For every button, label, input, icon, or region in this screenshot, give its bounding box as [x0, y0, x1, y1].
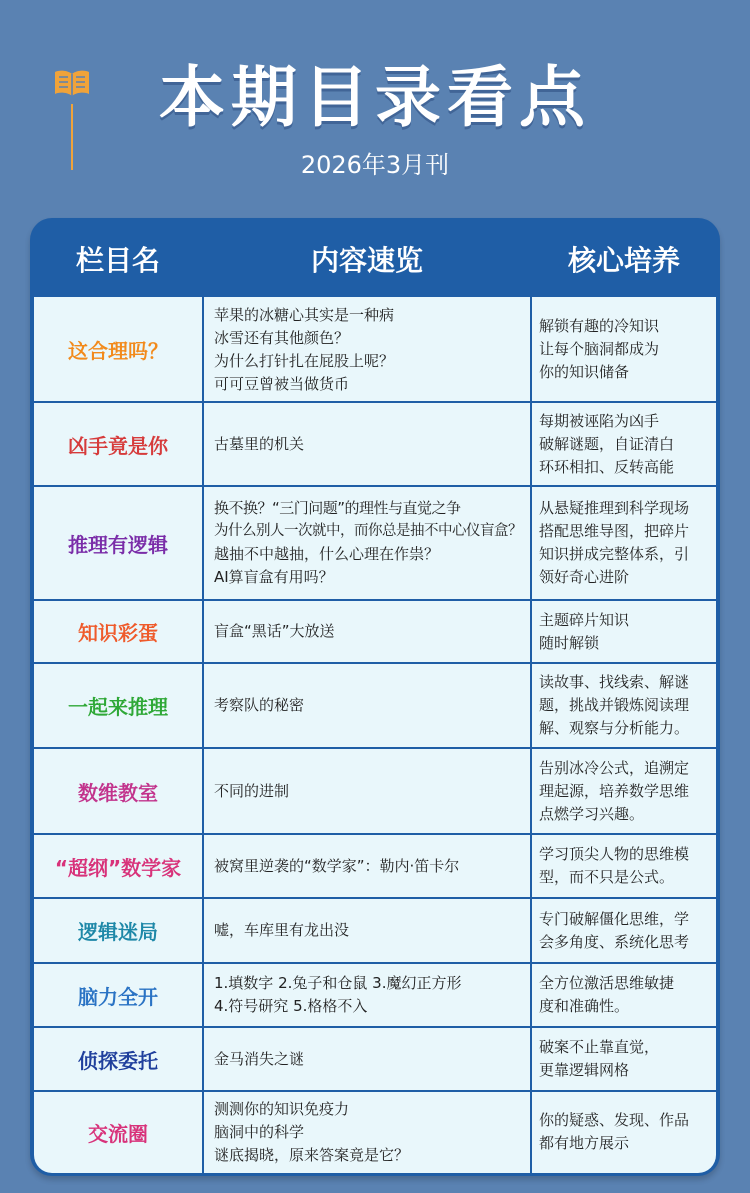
- core-line: 让每个脑洞都成为: [539, 340, 660, 358]
- table-row: [34, 898, 716, 963]
- content-line: AI算盲盒有用吗？: [214, 568, 334, 586]
- table-row: [34, 748, 716, 834]
- core-line: 搭配思维导图，把碎片: [539, 522, 690, 540]
- core-skill: [539, 1091, 711, 1173]
- row-divider: [34, 1090, 716, 1092]
- section-name: 逻辑迷局: [78, 920, 158, 944]
- core-line: 解、观察与分析能力。: [539, 719, 690, 737]
- content-line: 不同的进制: [214, 781, 290, 800]
- content-line: 考察队的秘密: [214, 696, 305, 714]
- core-line: 型，而不只是公式。: [539, 868, 675, 886]
- core-line: 环环相扣、反转高能: [539, 457, 675, 476]
- section-name: 交流圈: [88, 1121, 148, 1146]
- core-line: 破案不止靠直觉，: [539, 1038, 660, 1056]
- column-divider: [202, 226, 204, 1176]
- row-divider: [34, 401, 716, 403]
- core-line: 主题碎片知识: [539, 610, 630, 629]
- content-line: 换不换？“三门问题”的理性与直觉之争: [214, 499, 461, 517]
- section-name: 一起来推理: [68, 695, 168, 719]
- column-divider: [530, 226, 532, 1176]
- section-name: 凶手竟是你: [68, 433, 168, 458]
- row-divider: [34, 747, 716, 749]
- core-line: 度和准确性。: [539, 997, 630, 1015]
- content-line: 测测你的知识免疫力: [214, 1099, 350, 1118]
- core-skill: [539, 898, 711, 963]
- content-line: 被窝里逆袭的“数学家”：勒内·笛卡尔: [214, 856, 460, 875]
- section-name: 脑力全开: [78, 984, 158, 1009]
- table-row: [34, 963, 716, 1027]
- content-line: 古墓里的机关: [214, 434, 305, 453]
- content-summary: [214, 1027, 530, 1091]
- table-row: [34, 600, 716, 663]
- content-summary: [214, 600, 530, 663]
- core-line: 解锁有趣的冷知识: [539, 317, 660, 335]
- section-name: 推理有逻辑: [68, 532, 168, 557]
- section-name: 知识彩蛋: [78, 621, 158, 645]
- content-summary: [214, 898, 530, 963]
- core-line: 更靠逻辑网格: [539, 1061, 630, 1079]
- core-line: 你的疑惑、发现、作品: [539, 1111, 690, 1129]
- table-row: [34, 663, 716, 748]
- content-line: 4.符号研究 5.格格不入: [214, 997, 368, 1015]
- core-skill: [539, 663, 711, 748]
- content-summary: [214, 663, 530, 748]
- core-line: 从悬疑推理到科学现场: [539, 499, 690, 517]
- core-line: 全方位激活思维敏捷: [539, 974, 675, 992]
- content-summary: [214, 748, 530, 834]
- issue-date: 2026年3月刊: [300, 151, 450, 179]
- content-summary: [214, 402, 530, 486]
- core-line: 知识拼成完整体系，引: [539, 545, 690, 563]
- page-title: 本期目录看点: [159, 59, 591, 136]
- column-header-name: 栏目名: [75, 244, 160, 277]
- content-line: 脑洞中的科学: [214, 1122, 305, 1141]
- content-line: 冰雪还有其他颜色？: [214, 328, 350, 347]
- core-skill: [539, 748, 711, 834]
- content-line: 金马消失之谜: [214, 1049, 305, 1068]
- core-skill: [539, 402, 711, 486]
- core-skill: [539, 486, 711, 600]
- table-row: [34, 297, 716, 402]
- core-skill: [539, 1027, 711, 1091]
- content-line: 越抽不中越抽，什么心理在作祟？: [214, 545, 440, 563]
- content-summary: [214, 963, 530, 1027]
- column-header-core: 核心培养: [567, 244, 680, 277]
- section-name: “超纲”数学家: [54, 855, 182, 880]
- column-header-content: 内容速览: [310, 244, 423, 277]
- row-divider: [34, 662, 716, 664]
- core-line: 每期被诬陷为凶手: [539, 411, 660, 430]
- section-name: 数维教室: [78, 780, 158, 805]
- core-line: 题，挑战并锻炼阅读理: [539, 696, 690, 714]
- core-line: 领好奇心进阶: [539, 568, 630, 586]
- table-row: [34, 1091, 716, 1173]
- table-row: [34, 486, 716, 600]
- content-summary: [214, 297, 530, 402]
- core-skill: [539, 297, 711, 402]
- section-name: 这合理吗？: [68, 339, 168, 363]
- row-divider: [34, 962, 716, 964]
- content-line: 为什么别人一次就中，而你总是抽不中心仪盲盒？: [214, 523, 522, 539]
- core-line: 学习顶尖人物的思维模: [539, 845, 690, 863]
- core-line: 随时解锁: [539, 633, 600, 652]
- row-divider: [34, 1026, 716, 1028]
- row-divider: [34, 485, 716, 487]
- core-skill: [539, 963, 711, 1027]
- content-line: 谜底揭晓，原来答案竟是它？: [214, 1145, 410, 1164]
- core-skill: [539, 600, 711, 663]
- row-divider: [34, 833, 716, 835]
- content-line: 嘘，车库里有龙出没: [214, 921, 350, 939]
- section-name: 侦探委托: [78, 1048, 158, 1073]
- row-divider: [34, 599, 716, 601]
- content-summary: [214, 486, 530, 600]
- core-skill: [539, 834, 711, 898]
- core-line: 破解谜题，自证清白: [539, 434, 675, 453]
- content-summary: [214, 1091, 530, 1173]
- table-row: [34, 834, 716, 898]
- core-line: 读故事、找线索、解谜: [539, 673, 690, 691]
- content-line: 可可豆曾被当做货币: [214, 374, 350, 393]
- core-line: 点燃学习兴趣。: [539, 804, 645, 823]
- core-line: 理起源，培养数学思维: [539, 781, 690, 800]
- content-line: 1.填数字 2.兔子和仓鼠 3.魔幻正方形: [214, 974, 462, 992]
- row-divider: [34, 897, 716, 899]
- content-line: 盲盒“黑话”大放送: [214, 622, 335, 640]
- table-row: [34, 402, 716, 486]
- core-line: 告别冰冷公式，追溯定: [539, 758, 690, 777]
- content-line: 为什么打针扎在屁股上呢？: [214, 351, 395, 370]
- table-row: [34, 1027, 716, 1091]
- core-line: 会多角度、系统化思考: [539, 932, 690, 951]
- content-summary: [214, 834, 530, 898]
- core-line: 都有地方展示: [539, 1134, 630, 1152]
- core-line: 专门破解僵化思维，学: [539, 909, 690, 928]
- content-line: 苹果的冰糖心其实是一种病: [214, 305, 395, 324]
- core-line: 你的知识储备: [539, 363, 630, 381]
